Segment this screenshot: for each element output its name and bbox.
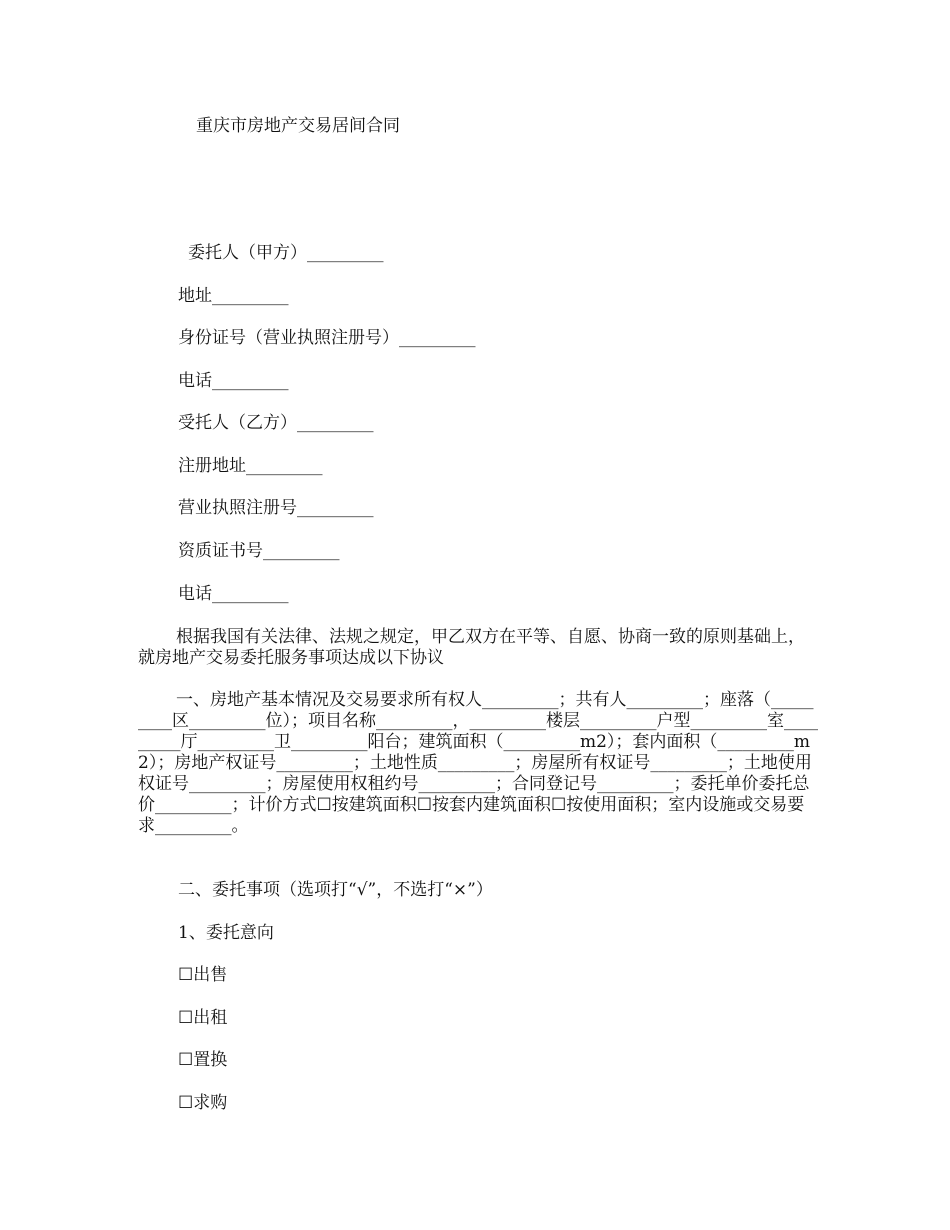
field-agent: 受托人（乙方）_________ [178,413,374,433]
field-agent-phone: 电话_________ [178,584,289,604]
preamble-paragraph: 根据我国有关法律、法规之规定，甲乙双方在平等、自愿、协商一致的原则基础上，就房地产交易委托服务事项达成以下协议 [138,627,805,668]
field-qualification-cert: 资质证书号_________ [178,541,340,561]
option-exchange: ☐置换 [178,1050,228,1070]
field-address: 地址_________ [178,286,289,306]
option-sell: ☐出售 [178,965,228,985]
option-rent: ☐出租 [178,1008,228,1028]
field-business-license: 营业执照注册号_________ [178,498,374,518]
option-purchase: ☐求购 [178,1093,228,1113]
section-2-heading: 二、委托事项（选项打“√”，不选打“×”） [178,880,493,900]
subheading-intent: 1、委托意向 [178,923,274,943]
field-phone: 电话_________ [178,371,289,391]
field-principal: 委托人（甲方）_________ [188,243,384,263]
field-id-number: 身份证号（营业执照注册号）_________ [178,328,476,348]
field-registered-address: 注册地址_________ [178,456,323,476]
document-title: 重庆市房地产交易居间合同 [196,116,400,136]
section-1-paragraph: 一、房地产基本情况及交易要求所有权人_________；共有人_________；座落（_________区_________位）；项目名称_________，_________楼层_________户型_________室_________厅_________卫_________阳台；建筑面积（_________m2）；套内面积（_________m2）；房地产权证号_________；土地性质_________；房屋所有权证号_________；土地使用权证号_________；房屋使用权租约号_________；合同登记号_________；委托单价委托总价_________；计价方式☐按建筑面积☐按套内建筑面积☐按使用面积；室内设施或交易要求_________。 [138,690,818,836]
